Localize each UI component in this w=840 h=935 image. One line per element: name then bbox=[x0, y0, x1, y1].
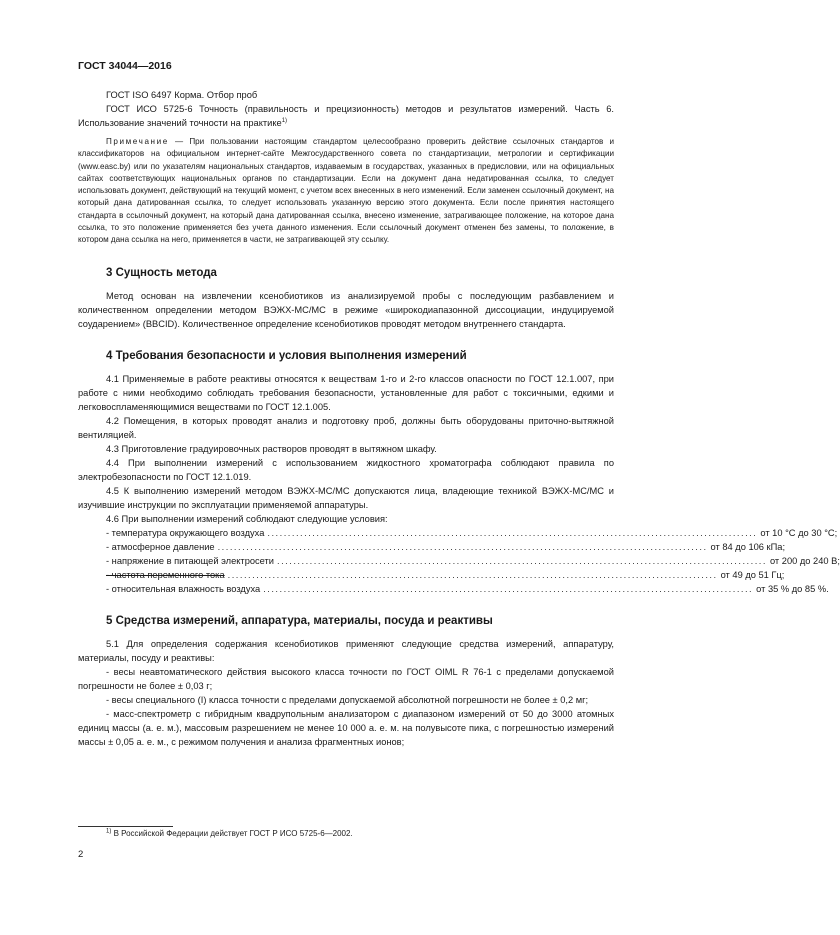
leader-dots: ........................................................................................................................ bbox=[217, 541, 708, 552]
clause-4-1: 4.1 Применяемые в работе реактивы относятся к веществам 1-го и 2-го классов опасности по ГОСТ 12.1.007, при работе с ними необходимо соблюдать требования безопасности, установленные для работ с токсичными, едкими и легковоспламеняющимися веществами по ГОСТ 12.1.005. bbox=[78, 373, 614, 412]
leader-dots: ........................................................................................................................ bbox=[267, 527, 758, 538]
reference-item: ГОСТ ISO 6497 Корма. Отбор проб bbox=[106, 90, 258, 100]
section-5-heading: 5 Средства измерений, аппаратура, материалы, посуда и реактивы bbox=[106, 614, 493, 627]
page-number: 2 bbox=[78, 849, 84, 860]
condition-value: от 35 % до 85 %. bbox=[756, 583, 829, 594]
clause-4-2: 4.2 Помещения, в которых проводят анализ и подготовку проб, должны быть оборудованы приточно-вытяжной вентиляцией. bbox=[78, 415, 614, 440]
condition-value: от 49 до 51 Гц; bbox=[720, 569, 785, 580]
condition-label: - температура окружающего воздуха bbox=[106, 527, 265, 538]
footnote-marker: 1) bbox=[106, 828, 112, 835]
condition-label: - атмосферное давление bbox=[106, 541, 215, 552]
section-3-paragraph: Метод основан на извлечении ксенобиотиков из анализируемой пробы с последующим разбавлением и количественном определении методом ВЭЖХ-МС/МС в режиме «широкодиапазонной диссоциации, индуцируемой соударением» (BBCID). Количественное определение ксенобиотиков проводят методом внутреннего стандарта. bbox=[78, 290, 614, 329]
clause-5-1: 5.1 Для определения содержания ксенобиотиков применяют следующие средства измерений, аппаратуру, материалы, посуду и реактивы: bbox=[78, 638, 614, 663]
condition-row bbox=[78, 582, 829, 596]
section-4-heading: 4 Требования безопасности и условия выполнения измерений bbox=[106, 349, 467, 362]
reference-text: ГОСТ ИСО 5725-6 Точность (правильность и прецизионность) методов и результатов измерений. Часть 6. Использование значений точности на практике bbox=[78, 104, 614, 128]
equipment-item: - масс-спектрометр с гибридным квадрупольным анализатором с диапазоном измерений от 50 до 3000 атомных единиц массы (а. е. м.), массовым разрешением не менее 10 000 а. е. м. на полувысоте пика, с погрешностью измерений массы ± 0,05 а. е. м., с режимом получения и анализа фрагментных ионов; bbox=[78, 708, 614, 747]
clause-4-5: 4.5 К выполнению измерений методом ВЭЖХ-МС/МС допускаются лица, владеющие техникой ВЭЖХ-МС/МС и изучившие инструкции по эксплуатации применяемой аппаратуры. bbox=[78, 485, 614, 510]
standard-header: ГОСТ 34044—2016 bbox=[78, 60, 172, 72]
note-paragraph bbox=[78, 136, 614, 247]
condition-row bbox=[78, 568, 785, 582]
condition-value: от 84 до 106 кПа; bbox=[710, 541, 786, 552]
equipment-item: - весы специального (I) класса точности с пределами допускаемой абсолютной погрешности не более ± 0,2 мг; bbox=[106, 694, 589, 705]
clause-4-3: 4.3 Приготовление градуировочных растворов проводят в вытяжном шкафу. bbox=[106, 443, 437, 454]
condition-label: - частота переменного тока bbox=[106, 569, 225, 580]
note-text: — При пользовании настоящим стандартом целесообразно проверить действие ссылочных стандартов и классификаторов на официальном интернет-сайте Межгосударственного совета по стандартизации, метрологии и сертификации (www.easc.by) или по указателям национальных стандартов, издаваемым в государствах, указанных в предисловии, или на официальных сайтах соответствующих национальных органов по стандартизации. Если на документ дана недатированная ссылка, то следует использовать документ, действующий на текущий момент, с учетом всех внесенных в него изменений. Если заменен ссылочный документ, на который дана датированная ссылка, то следует использовать указанную версию этого документа. Если после принятия настоящего стандарта в ссылочный документ, на который дана датированная ссылка, внесено изменение, затрагивающее положение, на которое дана ссылка, то это положение применяется без учета данного изменения. Если ссылочный документ отменен без замены, то положение, в котором дана ссылка на него, применяется в части, не затрагивающей эту ссылку. bbox=[78, 137, 614, 245]
condition-row bbox=[78, 540, 786, 554]
leader-dots: ........................................................................................................................ bbox=[263, 583, 754, 594]
reference-item bbox=[78, 102, 614, 130]
page-content bbox=[78, 88, 840, 749]
leader-dots: ........................................................................................................................ bbox=[227, 569, 718, 580]
condition-row bbox=[78, 554, 840, 568]
condition-label: - напряжение в питающей электросети bbox=[106, 555, 274, 566]
condition-label: - относительная влажность воздуха bbox=[106, 583, 261, 594]
equipment-item: - весы неавтоматического действия высокого класса точности по ГОСТ OIML R 76-1 с пределами допускаемой погрешности не более ± 0,03 г; bbox=[78, 666, 614, 691]
footnote-marker: 1) bbox=[281, 117, 288, 124]
condition-value: от 200 до 240 В; bbox=[769, 555, 840, 566]
clause-4-6: 4.6 При выполнении измерений соблюдают следующие условия: bbox=[106, 513, 388, 524]
condition-row bbox=[78, 526, 838, 540]
footnote-divider bbox=[78, 826, 173, 827]
leader-dots: ........................................................................................................................ bbox=[277, 555, 767, 566]
footnote-text: В Российской Федерации действует ГОСТ Р ИСО 5725-6—2002. bbox=[111, 829, 353, 838]
note-label: Примечание bbox=[106, 137, 169, 146]
condition-value: от 10 °С до 30 °С; bbox=[760, 527, 838, 538]
section-3-heading: 3 Сущность метода bbox=[106, 266, 217, 279]
footnote bbox=[106, 829, 353, 838]
clause-4-4: 4.4 При выполнении измерений с использованием жидкостного хроматографа соблюдают правила по электробезопасности по ГОСТ 12.1.019. bbox=[78, 457, 614, 482]
